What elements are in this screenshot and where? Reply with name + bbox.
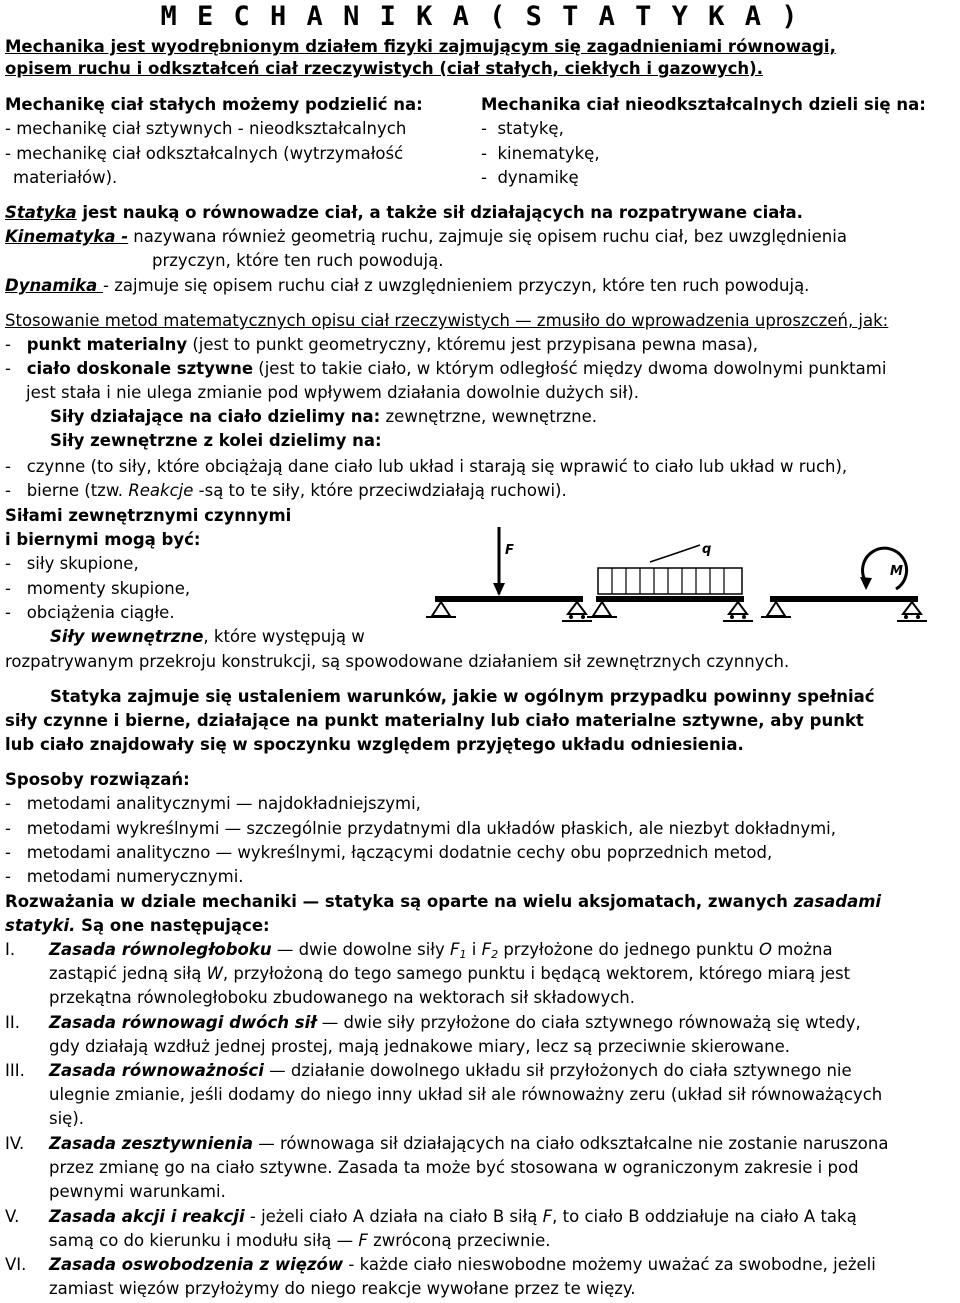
zasada-5: V. Zasada akcji i reakcji - jeżeli ciało A działa na ciało B siłą F, to ciało B oddziałuje na ciało A taką [5,1207,857,1226]
roller-icon [904,615,908,619]
zasada-6-cont: zamiast więzów przyłożymy do niego reakcje wywołane przez te więzy. [49,1279,636,1298]
load-heading-2: i biernymi mogą być: [5,530,201,549]
pin-support-icon [593,602,611,616]
roller-support-icon [568,602,586,614]
moment-arc-icon [863,548,907,589]
roller-icon [742,615,746,619]
left-col-heading: Mechanikę ciał stałych możemy podzielić na: [5,95,423,114]
rozwazania-line-2: statyki. Są one następujące: [5,916,270,935]
moment-label: M [890,564,903,579]
sily-zewnetrzne-dzielimy: Siły zewnętrzne z kolei dzielimy na: [50,431,382,450]
sposoby-heading: Sposoby rozwiązań: [5,770,190,789]
zasada-4-cont: pewnymi warunkami. [49,1182,226,1201]
distributed-load-label: q [702,542,712,557]
rozwazania-line-1: Rozważania w dziale mechaniki — statyka są oparte na wielu aksjomatach, zwanych zasadami [5,892,882,911]
moment-arrowhead-icon [860,577,872,590]
def-kinematyka: Kinematyka - nazywana również geometrią ruchu, zajmuje się opisem ruchu ciał, bez uwzględnienia [5,227,847,246]
right-col-item: - dynamikę [481,168,579,187]
stos-lead: Stosowanie metod matematycznych opisu ciał rzeczywistych — zmusiło do wprowadzenia uproszczeń, jak: [5,311,889,330]
stos-punkt-materialny: - punkt materialny (jest to punkt geometryczny, któremu jest przypisana pewna masa), [5,335,758,354]
sily-bierne: - bierne (tzw. Reakcje -są to te siły, które przeciwdziałają ruchowi). [5,481,567,500]
stos-cialo-sztywne: - ciało doskonale sztywne (jest to takie ciało, w którym odległość między dwoma dowolnymi punktami [5,359,887,378]
left-col-line-3: materiałów). [13,168,118,187]
sposoby-item: - metodami analitycznymi — najdokładniejszymi, [5,794,421,813]
sposoby-item: - metodami wykreślnymi — szczególnie przydatnymi dla układów płaskich, ale niezbyt dokładnymi, [5,819,836,838]
beam-force-diagram [426,527,592,621]
def-dynamika: Dynamika - zajmuje się opisem ruchu ciał z uwzględnieniem przyczyn, które ten ruch powodują. [5,276,810,295]
zasada-2: II. Zasada równowagi dwóch sił — dwie siły przyłożone do ciała sztywnego równoważą się wtedy, [5,1013,861,1032]
roller-support-icon [903,602,921,614]
right-col-item: - statykę, [481,119,564,138]
beam-3 [770,596,918,602]
pin-support-icon [432,602,450,616]
beam-moment-diagram [761,548,927,621]
right-col-heading: Mechanika ciał nieodkształcalnych dzieli się na: [481,95,926,114]
zasada-3: III. Zasada równoważności — działanie dowolnego układu sił przyłożonych do ciała sztywnego nie [5,1061,852,1080]
zasada-6: VI. Zasada oswobodzenia z więzów - każde ciało nieswobodne możemy uważać za swobodne, jeżeli [5,1255,876,1274]
zasada-1-cont: przekątna równoległoboku zbudowanego na wektorach sił składowych. [49,988,635,1007]
beam-2 [596,596,744,602]
roller-icon [916,615,920,619]
zasada-1: I. Zasada równoległoboku — dwie dowolne siły $F_1$ i $F_2$ przyłożone do jednego punktu O można [5,940,833,961]
left-col-line-2: - mechanikę ciał odkształcalnych (wytrzymałość [5,144,404,163]
load-item: - obciążenia ciągłe. [5,603,175,622]
roller-icon [569,615,573,619]
right-col-item: - kinematykę, [481,144,600,163]
load-heading-1: Siłami zewnętrznymi czynnymi [5,506,292,525]
zasada-5-cont: samą co do kierunku i modułu siłą — F zwróconą przeciwnie. [49,1231,551,1250]
sposoby-item: - metodami numerycznymi. [5,867,244,886]
zasada-3-cont: ulegnie zmianie, jeśli dodamy do niego inny układ sił ale równoważny zeru (układ sił równoważących [49,1085,883,1104]
roller-icon [730,615,734,619]
intro-line-2: opisem ruchu i odkształceń ciał rzeczywistych (ciał stałych, ciekłych i gazowych). [5,59,763,78]
distributed-load-icon [598,568,742,594]
zasada-2-cont: gdy działają wzdłuż jednej prostej, mają jednakowe miary, lecz są przeciwnie skierowane. [49,1037,790,1056]
statyka-para-line-3: lub ciało znajdowały się w spoczynku względem przyjętego układu odniesienia. [5,735,744,754]
sily-czynne: - czynne (to siły, które obciążają dane ciało lub układ i starają się wprawić to ciało lub układ w ruch), [5,457,848,476]
zasada-1-cont: zastąpić jedną siłą W, przyłożoną do tego samego punktu i będącą wektorem, którego miarą jest [49,964,851,983]
load-pointer-icon [650,545,700,562]
force-arrowhead-icon [493,583,505,596]
statyka-para-line-2: siły czynne i bierne, działające na punkt materialny lub ciało materialne sztywne, aby punkt [5,711,864,730]
roller-icon [581,615,585,619]
intro-line-1: Mechanika jest wyodrębnionym działem fizyki zajmującym się zagadnieniami równowagi, [5,37,836,56]
pin-support-icon [767,602,785,616]
load-item: - momenty skupione, [5,579,191,598]
sposoby-item: - metodami analityczno — wykreślnymi, łączącymi dodatnie cechy obu poprzednich metod, [5,843,773,862]
def-statyka: Statyka jest nauką o równowadze ciał, a także sił działających na rozpatrywane ciała. [5,203,803,222]
sily-wewnetrzne-cont: rozpatrywanym przekroju konstrukcji, są spowodowane działaniem sił zewnętrznych czynnych. [5,652,790,671]
load-item: - siły skupione, [5,554,139,573]
force-label: F [505,543,514,558]
sily-dzielimy: Siły działające na ciało dzielimy na: zewnętrzne, wewnętrzne. [50,407,597,426]
beam-1 [435,596,583,602]
def-kinematyka-cont: przyczyn, które ten ruch powodują. [152,251,444,270]
page-title: M E C H A N I K A ( S T A T Y K A ) [160,1,800,32]
beam-distributed-load-diagram [587,542,753,621]
stos-cialo-sztywne-cont: jest stała i nie ulega zmianie pod wpływem działania dowolnie dużych sił). [26,383,639,402]
zasada-4: IV. Zasada zesztywnienia — równowaga sił działających na ciało odkształcalne nie zostanie naruszona [5,1134,889,1153]
sily-wewnetrzne: Siły wewnętrzne, które występują w [50,627,365,646]
statyka-para-line-1: Statyka zajmuje się ustaleniem warunków, jakie w ogólnym przypadku powinny spełniać [50,687,875,706]
zasada-4-cont: przez zmianę go na ciało sztywne. Zasada ta może być stosowana w ograniczonym zakresie i pod [49,1158,859,1177]
roller-support-icon [729,602,747,614]
zasada-3-cont: się). [49,1109,85,1128]
left-col-line-1: - mechanikę ciał sztywnych - nieodkształcalnych [5,119,407,138]
